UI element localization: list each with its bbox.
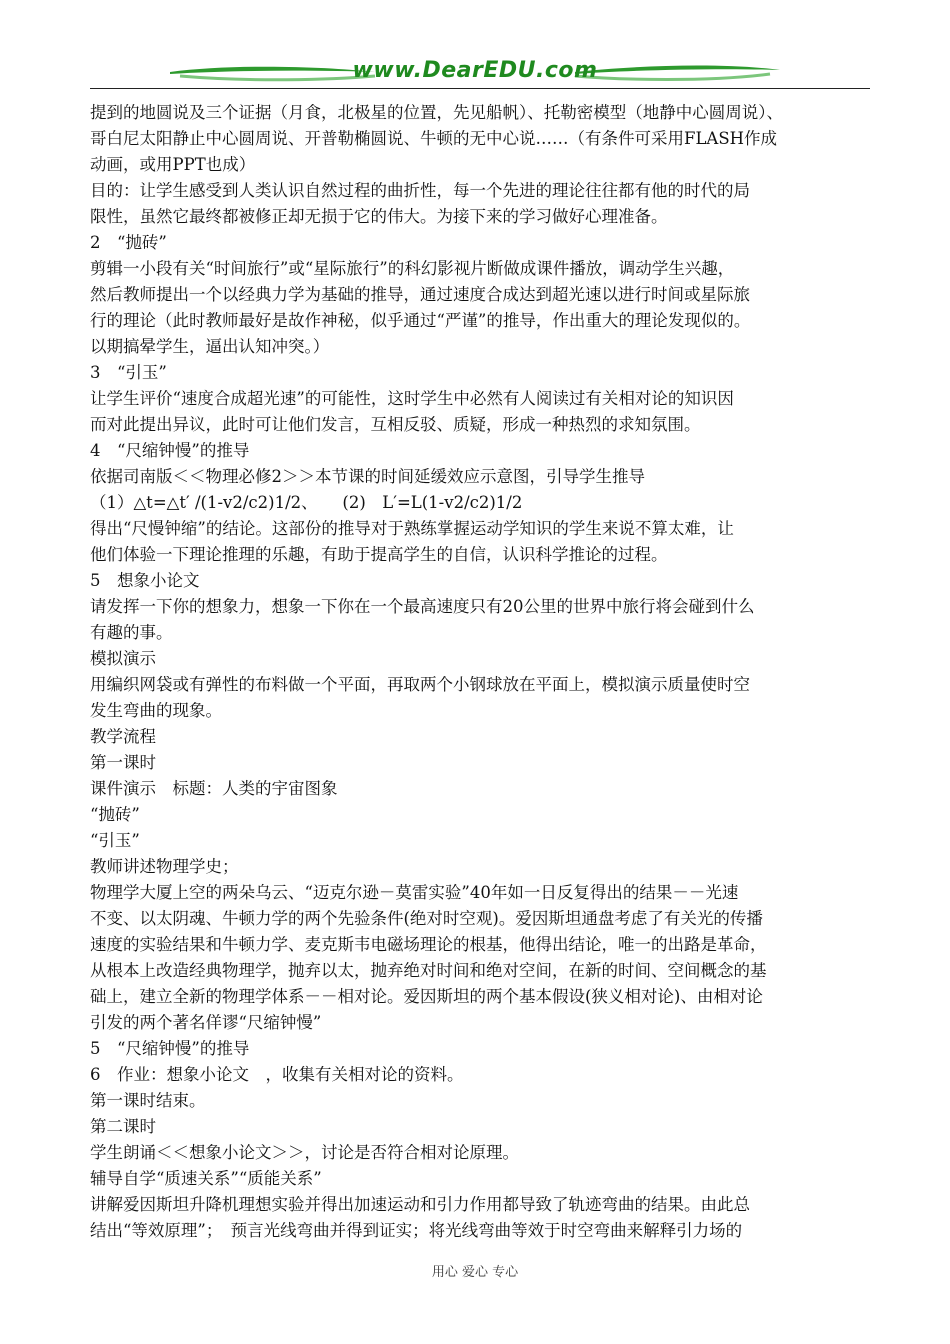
text-line: 用编织网袋或有弹性的布料做一个平面，再取两个小钢球放在平面上，模拟演示质量使时空 [90,675,750,694]
header-divider [90,88,870,89]
text-line: 目的：让学生感受到人类认识自然过程的曲折性，每一个先进的理论往往都有他的时代的局 [90,181,750,200]
text-line: 3 “引玉” [90,363,167,382]
text-line: 有趣的事。 [90,623,173,642]
text-line: 剪辑一小段有关“时间旅行”或“星际旅行”的科幻影视片断做成课件播放，调动学生兴趣， [90,259,735,278]
text-line: 哥白尼太阳静止中心圆周说、开普勒椭圆说、牛顿的无中心说……（有条件可采用FLASH作成 [90,129,778,148]
text-line: 5 想象小论文 [90,571,200,590]
text-line: 请发挥一下你的想象力，想象一下你在一个最高速度只有20公里的世界中旅行将会碰到什么 [90,597,755,616]
text-line: 讲解爱因斯坦升降机理想实验并得出加速运动和引力作用都导致了轨迹弯曲的结果。由此总 [90,1195,750,1214]
page-footer: 用心 爱心 专心 [431,1265,519,1280]
text-line: “抛砖” [90,805,140,824]
text-line: 模拟演示 [90,649,156,668]
text-line: 动画，或用PPT也成） [90,155,256,174]
document-body [90,100,870,1244]
text-line: 发生弯曲的现象。 [90,701,222,720]
text-line: 教学流程 [90,727,156,746]
text-line: “引玉” [90,831,140,850]
text-line: 依据司南版＜＜物理必修2＞＞本节课的时间延缓效应示意图，引导学生推导 [90,467,645,486]
text-line: 然后教师提出一个以经典力学为基础的推导，通过速度合成达到超光速以进行时间或星际旅 [90,285,750,304]
text-line: 辅导自学“质速关系”“质能关系” [90,1169,322,1188]
text-line: 速度的实验结果和牛顿力学、麦克斯韦电磁场理论的根基，他得出结论，唯一的出路是革命， [90,935,767,954]
text-line: 得出“尺慢钟缩”的结论。这部份的推导对于熟练掌握运动学知识的学生来说不算太难，让 [90,519,734,538]
text-line: （1）△t=△t′ /(1-v2/c2)1/2、 (2) L′=L(1-v2/c2)1/2 [90,493,523,512]
text-line: 教师讲述物理学史； [90,857,239,876]
text-line: 2 “抛砖” [90,233,167,252]
text-line: 4 “尺缩钟慢”的推导 [90,441,250,460]
text-line: 不变、以太阴魂、牛顿力学的两个先验条件(绝对时空观)。爱因斯坦通盘考虑了有关光的传播 [90,909,763,928]
text-line: 6 作业：想象小论文 ，收集有关相对论的资料。 [90,1065,464,1084]
text-line: 5 “尺缩钟慢”的推导 [90,1039,250,1058]
text-line: 而对此提出异议，此时可让他们发言，互相反驳、质疑，形成一种热烈的求知氛围。 [90,415,701,434]
text-line: 第一课时 [90,753,156,772]
text-line: 限性，虽然它最终都被修正却无损于它的伟大。为接下来的学习做好心理准备。 [90,207,668,226]
text-line: 课件演示 标题：人类的宇宙图象 [90,779,338,798]
text-line: 第一课时结束。 [90,1091,206,1110]
text-line: 学生朗诵＜＜想象小论文＞＞，讨论是否符合相对论原理。 [90,1143,519,1162]
text-line: 从根本上改造经典物理学，抛弃以太，抛弃绝对时间和绝对空间，在新的时间、空间概念的基 [90,961,767,980]
page-header [0,0,950,100]
text-line: 引发的两个著名佯谬“尺缩钟慢” [90,1013,322,1032]
text-line: 物理学大厦上空的两朵乌云、“迈克尔逊－莫雷实验”40年如一日反复得出的结果－－光速 [90,883,739,902]
text-line: 他们体验一下理论推理的乐趣，有助于提高学生的自信，认识科学推论的过程。 [90,545,668,564]
text-line: 结出“等效原理”； 预言光线弯曲并得到证实；将光线弯曲等效于时空弯曲来解释引力场的 [90,1221,743,1240]
text-line: 第二课时 [90,1117,156,1136]
text-line: 提到的地圆说及三个证据（月食，北极星的位置，先见船帆）、托勒密模型（地静中心圆周说）、 [90,103,783,122]
text-line: 以期搞晕学生，逼出认知冲突。） [90,337,330,356]
text-line: 础上，建立全新的物理学体系－－相对论。爱因斯坦的两个基本假设(狭义相对论)、由相对论 [90,987,763,1006]
text-line: 行的理论（此时教师最好是故作神秘，似乎通过“严谨”的推导，作出重大的理论发现似的。 [90,311,751,330]
site-logo[interactable]: www.DearEDU.com [352,58,598,83]
text-line: 让学生评价“速度合成超光速”的可能性，这时学生中必然有人阅读过有关相对论的知识因 [90,389,734,408]
